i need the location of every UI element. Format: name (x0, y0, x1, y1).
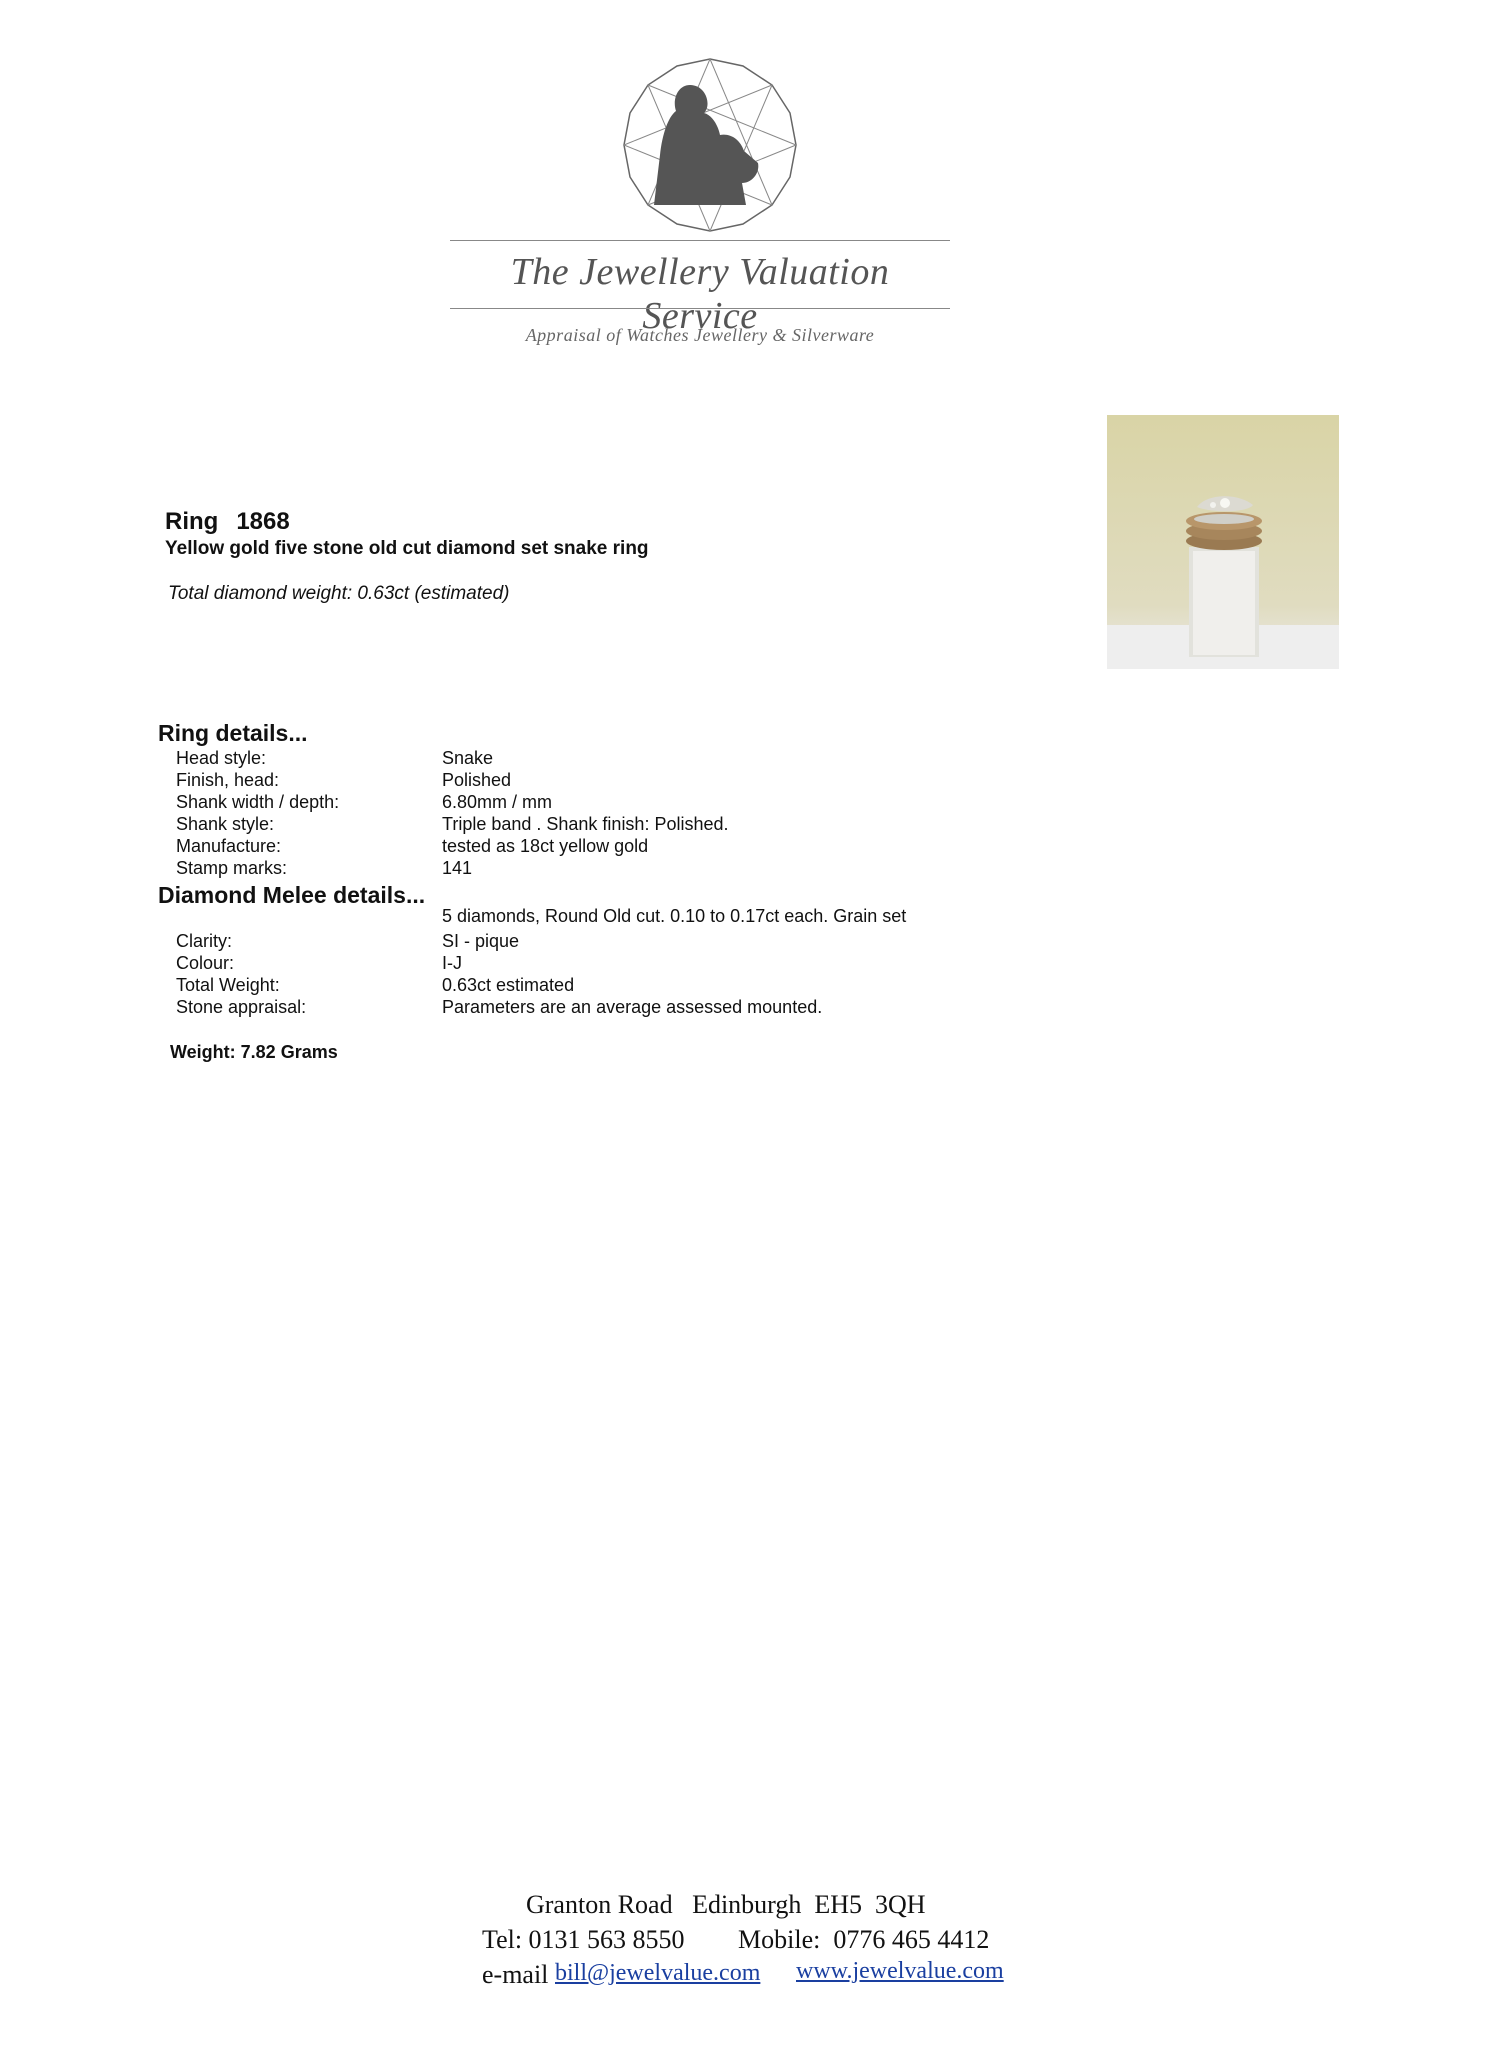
detail-value: Parameters are an average assessed mounted. (442, 997, 823, 1017)
item-number: 1868 (236, 508, 290, 535)
detail-value: Triple band . Shank finish: Polished. (442, 814, 729, 834)
detail-row (0, 997, 1487, 1019)
detail-row (0, 953, 1487, 975)
detail-label: Stamp marks: (176, 858, 288, 878)
detail-label: Total Weight: (176, 975, 280, 995)
footer-email-label: e-mail (482, 1960, 549, 1989)
detail-value: SI - pique (442, 931, 520, 951)
item-heading (165, 508, 308, 536)
total-diamond-weight: Total diamond weight: 0.63ct (estimated) (168, 583, 510, 604)
detail-row (0, 748, 1487, 770)
detail-label: Head style: (176, 748, 267, 768)
detail-value: I-J (442, 953, 462, 973)
detail-row (0, 858, 1487, 880)
melee-summary: 5 diamonds, Round Old cut. 0.10 to 0.17ct each. Grain set (442, 906, 907, 926)
header-rule-bottom (450, 308, 950, 309)
company-tagline: Appraisal of Watches Jewellery & Silverware (525, 325, 875, 345)
footer-website-link[interactable]: www.jewelvalue.com (796, 1958, 1004, 1984)
detail-label: Clarity: (176, 931, 233, 951)
company-logo (620, 55, 800, 235)
detail-label: Shank style: (176, 814, 275, 834)
detail-label: Finish, head: (176, 770, 280, 790)
detail-value: 141 (442, 858, 473, 878)
detail-value: 6.80mm / mm (442, 792, 553, 812)
detail-row (0, 770, 1487, 792)
detail-value: Snake (442, 748, 494, 768)
detail-row (0, 975, 1487, 997)
header-rule-top (450, 240, 950, 241)
melee-details-title: Diamond Melee details... (158, 882, 426, 908)
footer-email-link[interactable]: bill@jewelvalue.com (555, 1960, 761, 1986)
footer-mobile: Mobile: 0776 465 4412 (738, 1925, 990, 1954)
detail-label: Manufacture: (176, 836, 282, 856)
detail-value: tested as 18ct yellow gold (442, 836, 649, 856)
detail-row (0, 792, 1487, 814)
ring-photo (1107, 415, 1339, 669)
item-description: Yellow gold five stone old cut diamond set snake ring (165, 538, 649, 559)
footer-address: Granton Road Edinburgh EH5 3QH (526, 1890, 926, 1919)
detail-label: Stone appraisal: (176, 997, 307, 1017)
footer-tel: Tel: 0131 563 8550 (482, 1925, 685, 1954)
detail-row (0, 931, 1487, 953)
detail-row (0, 814, 1487, 836)
detail-row (0, 836, 1487, 858)
item-type: Ring (165, 508, 219, 535)
detail-label: Colour: (176, 953, 235, 973)
detail-value: Polished (442, 770, 512, 790)
detail-row (0, 906, 1487, 928)
detail-value: 0.63ct estimated (442, 975, 575, 995)
company-name: The Jewellery Valuation Service (510, 251, 890, 337)
ring-details-title: Ring details... (158, 720, 308, 746)
item-weight: Weight: 7.82 Grams (170, 1042, 338, 1062)
detail-label: Shank width / depth: (176, 792, 340, 812)
